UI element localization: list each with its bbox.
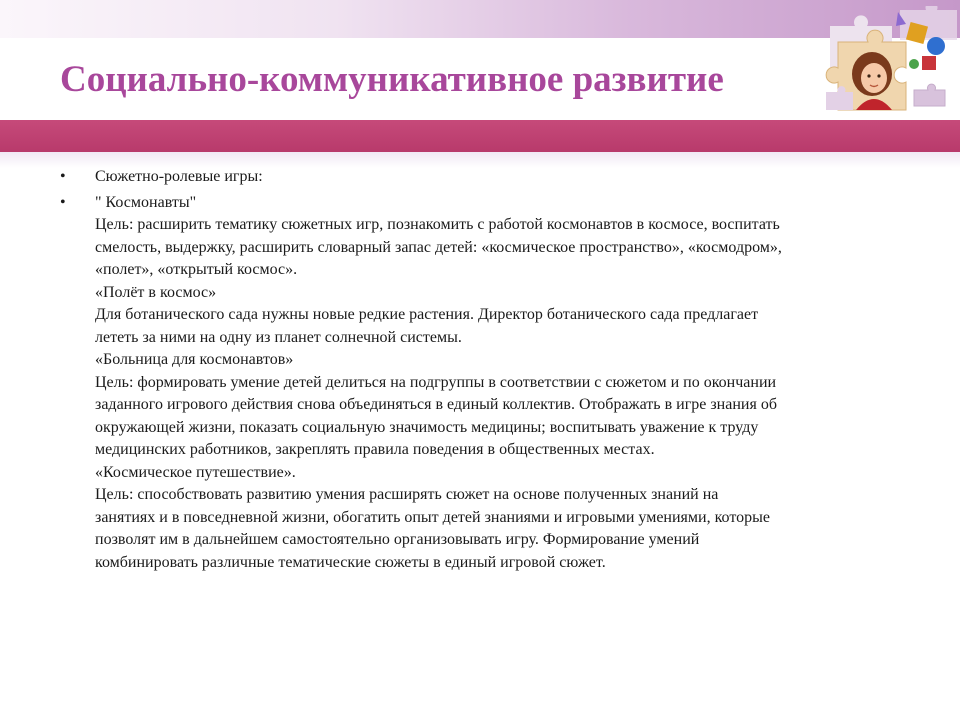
text-line: лететь за ними на одну из планет солнечной системы. (95, 328, 462, 346)
child-face (861, 63, 887, 93)
game-title-space-journey: «Космическое путешествие». (95, 463, 296, 481)
text-line: занятиях и в повседневной жизни, обогатить опыт детей знаниями и игровыми умениями, которые (95, 508, 770, 526)
text-line: комбинировать различные тематические сюжеты в единый игровой сюжет. (95, 553, 606, 571)
text-line: позволят им в дальнейшем самостоятельно организовывать игру. Формирование умений (95, 531, 700, 548)
text-line: Цель: формировать умение детей делиться на подгруппы в соответствии с сюжетом и по окончании (95, 373, 777, 391)
text-line: окружающей жизни, показать социальную значимость медицины; воспитывать уважение к труду (95, 418, 759, 436)
puzzle-children-illustration (810, 6, 960, 118)
bullet-icon: • (60, 193, 66, 211)
puzzle-piece-small (914, 84, 945, 106)
game-title-cosmonauts: " Космонавты" (95, 193, 197, 211)
text-line: «полет», «открытый космос». (95, 261, 298, 278)
slide-title: Социально-коммуникативное развитие (60, 59, 724, 100)
toy-block (922, 56, 936, 70)
text-line: заданного игрового действия снова объединяться в единый коллектив. Отображать в игре знания об (95, 396, 777, 413)
bullet-item-games-description (60, 192, 920, 575)
game-title-space-flight: «Полёт в космос» (95, 283, 217, 301)
text-line: Цель: способствовать развитию умения расширять сюжет на основе полученных знаний на (95, 486, 719, 503)
bullet-icon: • (60, 168, 66, 185)
bullet-text: Сюжетно-ролевые игры: (95, 168, 263, 185)
bullet-item-roleplay-games (60, 166, 920, 189)
text-line: медицинских работников, закреплять правила поведения в общественных местах. (95, 441, 655, 458)
text-line: смелость, выдержку, расширить словарный запас детей: «космическое пространство», «космодром», (95, 238, 782, 256)
bullet-list (60, 166, 920, 577)
text-line: Для ботанического сада нужны новые редкие растения. Директор ботанического сада предлагает (95, 306, 759, 323)
game-title-hospital: «Больница для космонавтов» (95, 351, 294, 368)
text-line: Цель: расширить тематику сюжетных игр, познакомить с работой космонавтов в космосе, воспитать (95, 216, 780, 233)
toy-ball (927, 37, 945, 55)
title-bar (0, 120, 960, 152)
